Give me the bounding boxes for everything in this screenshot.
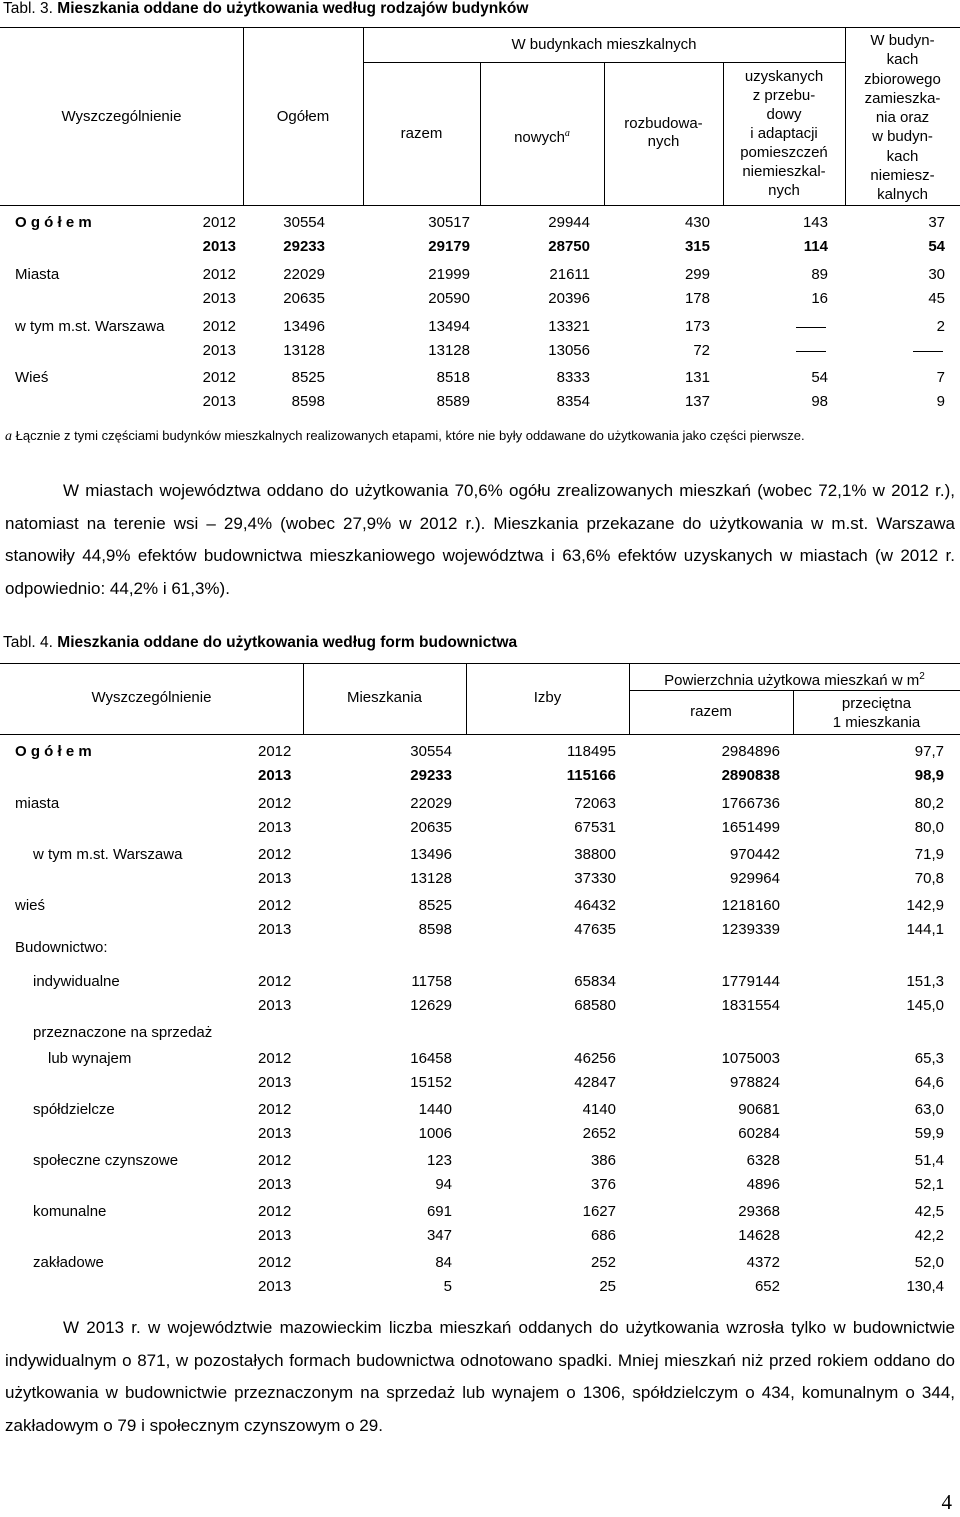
table-cell: 47635 xyxy=(574,921,616,938)
table-cell: 22029 xyxy=(410,795,452,812)
table-cell: 54 xyxy=(811,369,828,386)
table-cell: 16458 xyxy=(410,1050,452,1067)
row-label-text: O g ó ł e m xyxy=(15,743,92,760)
table-cell: 8589 xyxy=(436,393,470,410)
table-cell: 1006 xyxy=(418,1125,452,1142)
table-cell: 30 xyxy=(928,266,945,283)
paragraph-1: W miastach województwa oddano do użytkowania 70,6% ogółu zrealizowanych mieszkań (wobec 72,1% w 2012 r.), natomiast na terenie wsi – 29,4% (wobec 27,9% w 2012 r.). Mieszkania przekazane do użytkowania w m.st. Warszawa stanowiły 44,9% efektów budownictwa mieszkaniowego województwa i 63,6% efektów uzyskanych w miastach (w 2012 r. odpowiednio: 44,2% i 61,3%). xyxy=(5,481,955,598)
table-cell: 70,8 xyxy=(914,870,944,887)
row-label xyxy=(15,266,198,284)
row-year: 2013 xyxy=(258,767,292,784)
table-cell: 13056 xyxy=(548,342,590,359)
row-label-text: O g ó ł e m xyxy=(15,214,92,231)
row-year: 2013 xyxy=(258,1278,292,1295)
table-cell: 2984896 xyxy=(721,743,780,760)
table-cell: 8525 xyxy=(291,369,325,386)
table-cell: 7 xyxy=(936,369,945,386)
row-year: 2012 xyxy=(258,1203,292,1220)
table-cell: 89 xyxy=(811,266,828,283)
tabl4-col-powierzchnia xyxy=(629,668,960,690)
row-year: 2013 xyxy=(202,393,236,410)
paragraph-2: W 2013 r. w województwie mazowieckim liczba mieszkań oddanych do użytkowania wzrosła tylko w budownictwie indywidualnym o 871, w pozostałych formach budownictwa odnotowano spadki. Mniej mieszkań niż przed rokiem oddano do użytkowania w budownictwie przeznaczonym na sprzedaż lub wynajem o 1306, spółdzielczym o 434, komunalnym o 344, zakładowym o 79 i społecznym czynszowym o 29. xyxy=(5,1318,955,1435)
table-cell: 46256 xyxy=(574,1050,616,1067)
przeznaczone-label: przeznaczone na sprzedaż xyxy=(33,1024,213,1041)
row-year: 2012 xyxy=(258,1254,292,1271)
table-cell: 1779144 xyxy=(721,973,780,990)
row-label xyxy=(15,369,198,387)
table-cell: 60284 xyxy=(738,1125,780,1142)
page-number: 4 xyxy=(941,1490,952,1514)
table-cell: 11758 xyxy=(411,973,452,990)
table-cell: 178 xyxy=(684,290,710,307)
row-label xyxy=(48,1050,255,1068)
footnote-mark: a xyxy=(5,429,12,444)
tabl3-col-uzyskanych: uzyskanych z przebu- dowy i adaptacji pomieszczeń niemieszkal- nych xyxy=(740,68,828,199)
tabl3-col-rozbudowanych: rozbudowa- nych xyxy=(624,115,703,150)
table-cell: 80,2 xyxy=(914,795,944,812)
table-cell: 299 xyxy=(684,266,710,283)
row-label-text: miasta xyxy=(15,795,60,812)
table-cell: 51,4 xyxy=(914,1152,944,1169)
table-cell: 20590 xyxy=(428,290,470,307)
table-cell: 145,0 xyxy=(906,997,944,1014)
dash-cell xyxy=(796,351,826,352)
table-cell: 2 xyxy=(936,318,945,335)
tabl3-title xyxy=(3,0,528,18)
table-cell: 28750 xyxy=(548,238,590,255)
tabl3-col-group: W budynkach mieszkalnych xyxy=(511,36,697,53)
table-cell: 1075003 xyxy=(721,1050,780,1067)
table-cell: 13128 xyxy=(283,342,325,359)
tabl4-col-razem: razem xyxy=(690,703,732,720)
tabl4-col-powierzchnia-text: Powierzchnia użytkowa mieszkań w m xyxy=(664,672,920,689)
table-cell: 71,9 xyxy=(914,846,944,863)
table-cell: 315 xyxy=(684,238,710,255)
row-year: 2013 xyxy=(258,1176,292,1193)
table-cell: 137 xyxy=(684,393,710,410)
row-label xyxy=(15,897,255,915)
row-year: 2012 xyxy=(202,318,236,335)
table-cell: 20635 xyxy=(410,819,452,836)
row-label-text: komunalne xyxy=(33,1203,107,1220)
tabl3-col-nowych-sup: a xyxy=(564,128,570,139)
table-cell: 386 xyxy=(590,1152,616,1169)
table-cell: 20635 xyxy=(283,290,325,307)
table-cell: 25 xyxy=(599,1278,616,1295)
table-cell: 142,9 xyxy=(906,897,944,914)
dash-cell xyxy=(796,327,826,328)
table-cell: 30517 xyxy=(428,214,470,231)
table-cell: 45 xyxy=(928,290,945,307)
table-cell: 4372 xyxy=(746,1254,780,1271)
row-year: 2012 xyxy=(258,795,292,812)
table-cell: 97,7 xyxy=(914,743,944,760)
table-cell: 52,1 xyxy=(914,1176,944,1193)
table-cell: 144,1 xyxy=(906,921,944,938)
row-year: 2013 xyxy=(202,342,236,359)
table-cell: 4140 xyxy=(582,1101,616,1118)
table-cell: 80,0 xyxy=(914,819,944,836)
row-year: 2013 xyxy=(258,819,292,836)
row-label xyxy=(15,214,198,232)
table-cell: 90681 xyxy=(738,1101,780,1118)
tabl3-footnote xyxy=(5,428,805,445)
table-cell: 98 xyxy=(811,393,828,410)
tabl4-col-powierzchnia-sup: 2 xyxy=(919,671,925,682)
table-cell: 54 xyxy=(928,238,945,255)
table-cell: 123 xyxy=(426,1152,452,1169)
tabl3-title-text: Mieszkania oddane do użytkowania według rodzajów budynków xyxy=(57,0,529,17)
row-year: 2013 xyxy=(258,921,292,938)
row-label-text: w tym m.st. Warszawa xyxy=(15,318,165,335)
table-cell: 98,9 xyxy=(914,767,944,784)
table-cell: 46432 xyxy=(574,897,616,914)
table-cell: 691 xyxy=(426,1203,452,1220)
table-cell: 12629 xyxy=(410,997,452,1014)
table-cell: 21611 xyxy=(549,266,590,283)
table-cell: 8598 xyxy=(291,393,325,410)
table-cell: 114 xyxy=(803,238,828,255)
table-cell: 59,9 xyxy=(914,1125,944,1142)
table-cell: 8333 xyxy=(556,369,590,386)
table-cell: 84 xyxy=(435,1254,452,1271)
table-cell: 72 xyxy=(693,342,710,359)
tabl3-col-nowych xyxy=(480,125,604,147)
table-cell: 14628 xyxy=(738,1227,780,1244)
tabl4-title xyxy=(3,634,517,652)
row-year: 2013 xyxy=(258,1227,292,1244)
dash-cell xyxy=(913,351,943,352)
tabl4-title-text: Mieszkania oddane do użytkowania według form budownictwa xyxy=(57,634,518,651)
table-cell: 1239339 xyxy=(721,921,780,938)
table-cell: 151,3 xyxy=(906,973,944,990)
tabl3-col-zbiorowego: W budyn- kach zbiorowego zamieszka- nia oraz w budyn- kach niemiesz- kalnych xyxy=(864,32,941,204)
row-year: 2013 xyxy=(258,1125,292,1142)
table-cell: 8518 xyxy=(436,369,470,386)
table-cell: 1627 xyxy=(582,1203,616,1220)
table-cell: 20396 xyxy=(548,290,590,307)
table-cell: 29368 xyxy=(738,1203,780,1220)
table-cell: 64,6 xyxy=(914,1074,944,1091)
table-cell: 978824 xyxy=(729,1074,780,1091)
table-cell: 15152 xyxy=(410,1074,452,1091)
footnote-text: Łącznie z tymi częściami budynków mieszkalnych realizowanych etapami, które nie były oddawane do użytkowania jako części pierwsze. xyxy=(15,428,805,443)
tabl3-col-wyszczegolnienie: Wyszczególnienie xyxy=(61,108,182,125)
table-cell: 8354 xyxy=(556,393,590,410)
table-cell: 8598 xyxy=(418,921,452,938)
row-year: 2013 xyxy=(202,238,236,255)
row-label-text: Miasta xyxy=(15,266,60,283)
table-cell: 686 xyxy=(590,1227,616,1244)
table-cell: 6328 xyxy=(746,1152,780,1169)
table-cell: 22029 xyxy=(283,266,325,283)
table-cell: 29944 xyxy=(548,214,590,231)
tabl4-prefix: Tabl. 4. xyxy=(3,634,53,651)
table-cell: 42,5 xyxy=(914,1203,944,1220)
table-cell: 4896 xyxy=(746,1176,780,1193)
row-year: 2013 xyxy=(202,290,236,307)
table-cell: 52,0 xyxy=(914,1254,944,1271)
row-label xyxy=(33,846,255,864)
tabl4-col-wyszczegolnienie: Wyszczególnienie xyxy=(91,689,212,706)
table-cell: 652 xyxy=(754,1278,780,1295)
tabl4-col-izby: Izby xyxy=(533,689,562,706)
table-cell: 2890838 xyxy=(721,767,780,784)
row-label-text: zakładowe xyxy=(33,1254,104,1271)
budownictwo-label: Budownictwo: xyxy=(15,939,108,956)
tabl3-col-ogolem: Ogółem xyxy=(276,108,330,125)
row-year: 2012 xyxy=(258,1101,292,1118)
table-cell: 67531 xyxy=(574,819,616,836)
row-year: 2012 xyxy=(202,214,236,231)
table-cell: 1651499 xyxy=(721,819,780,836)
table-cell: 8525 xyxy=(418,897,452,914)
table-cell: 13321 xyxy=(548,318,590,335)
table-cell: 13128 xyxy=(410,870,452,887)
row-label xyxy=(15,743,255,761)
table-cell: 970442 xyxy=(729,846,780,863)
row-label xyxy=(15,795,255,813)
table-cell: 68580 xyxy=(574,997,616,1014)
row-year: 2013 xyxy=(258,1074,292,1091)
table-cell: 376 xyxy=(590,1176,616,1193)
row-label-text: Wieś xyxy=(15,369,49,386)
table-cell: 21999 xyxy=(428,266,470,283)
table-cell: 2652 xyxy=(582,1125,616,1142)
row-label-text: spółdzielcze xyxy=(33,1101,115,1118)
table-cell: 13496 xyxy=(410,846,452,863)
tabl3-col-nowych-text: nowych xyxy=(514,129,565,146)
row-label-text: wieś xyxy=(15,897,46,914)
table-cell: 72063 xyxy=(574,795,616,812)
row-label xyxy=(33,1203,255,1221)
row-year: 2012 xyxy=(258,897,292,914)
table-cell: 29233 xyxy=(410,767,452,784)
table-cell: 30554 xyxy=(283,214,325,231)
table-cell: 13128 xyxy=(428,342,470,359)
table-cell: 143 xyxy=(802,214,828,231)
table-cell: 29233 xyxy=(283,238,325,255)
table-cell: 42847 xyxy=(574,1074,616,1091)
table-cell: 30554 xyxy=(410,743,452,760)
row-label-text: w tym m.st. Warszawa xyxy=(33,846,183,863)
tabl3-col-razem: razem xyxy=(400,125,443,142)
table-cell: 929964 xyxy=(729,870,780,887)
table-cell: 63,0 xyxy=(914,1101,944,1118)
table-cell: 37330 xyxy=(574,870,616,887)
table-cell: 29179 xyxy=(428,238,470,255)
row-year: 2012 xyxy=(258,1050,292,1067)
row-year: 2012 xyxy=(258,846,292,863)
table-cell: 173 xyxy=(684,318,710,335)
table-cell: 131 xyxy=(684,369,710,386)
tabl3-prefix: Tabl. 3. xyxy=(3,0,53,17)
table-cell: 347 xyxy=(426,1227,452,1244)
tabl4-col-mieszkania: Mieszkania xyxy=(346,689,423,706)
row-year: 2013 xyxy=(258,870,292,887)
table-cell: 1440 xyxy=(418,1101,452,1118)
tabl4-col-przecietna: przeciętna 1 mieszkania xyxy=(832,695,921,731)
table-cell: 16 xyxy=(811,290,828,307)
row-year: 2012 xyxy=(258,1152,292,1169)
table-cell: 38800 xyxy=(574,846,616,863)
row-label-text: społeczne czynszowe xyxy=(33,1152,179,1169)
table-cell: 252 xyxy=(590,1254,616,1271)
row-label xyxy=(33,1152,255,1170)
table-cell: 13494 xyxy=(428,318,470,335)
row-year: 2012 xyxy=(202,266,236,283)
row-year: 2012 xyxy=(202,369,236,386)
row-label xyxy=(33,1254,255,1272)
table-cell: 430 xyxy=(684,214,710,231)
table-cell: 65,3 xyxy=(914,1050,944,1067)
table-cell: 94 xyxy=(435,1176,452,1193)
row-label-text: indywidualne xyxy=(33,973,120,990)
table-cell: 9 xyxy=(936,393,945,410)
row-label xyxy=(33,973,255,991)
table-cell: 1218160 xyxy=(721,897,780,914)
table-cell: 42,2 xyxy=(914,1227,944,1244)
row-label xyxy=(15,318,198,336)
row-label xyxy=(33,1101,255,1119)
row-year: 2013 xyxy=(258,997,292,1014)
table-cell: 5 xyxy=(443,1278,452,1295)
row-label-text: lub wynajem xyxy=(48,1050,132,1067)
row-year: 2012 xyxy=(258,973,292,990)
table-cell: 13496 xyxy=(283,318,325,335)
table-cell: 115166 xyxy=(566,767,616,784)
table-cell: 1831554 xyxy=(721,997,780,1014)
row-year: 2012 xyxy=(258,743,292,760)
table-cell: 1766736 xyxy=(721,795,780,812)
table-cell: 118495 xyxy=(567,743,616,760)
table-cell: 130,4 xyxy=(906,1278,944,1295)
table-cell: 65834 xyxy=(574,973,616,990)
table-cell: 37 xyxy=(928,214,945,231)
